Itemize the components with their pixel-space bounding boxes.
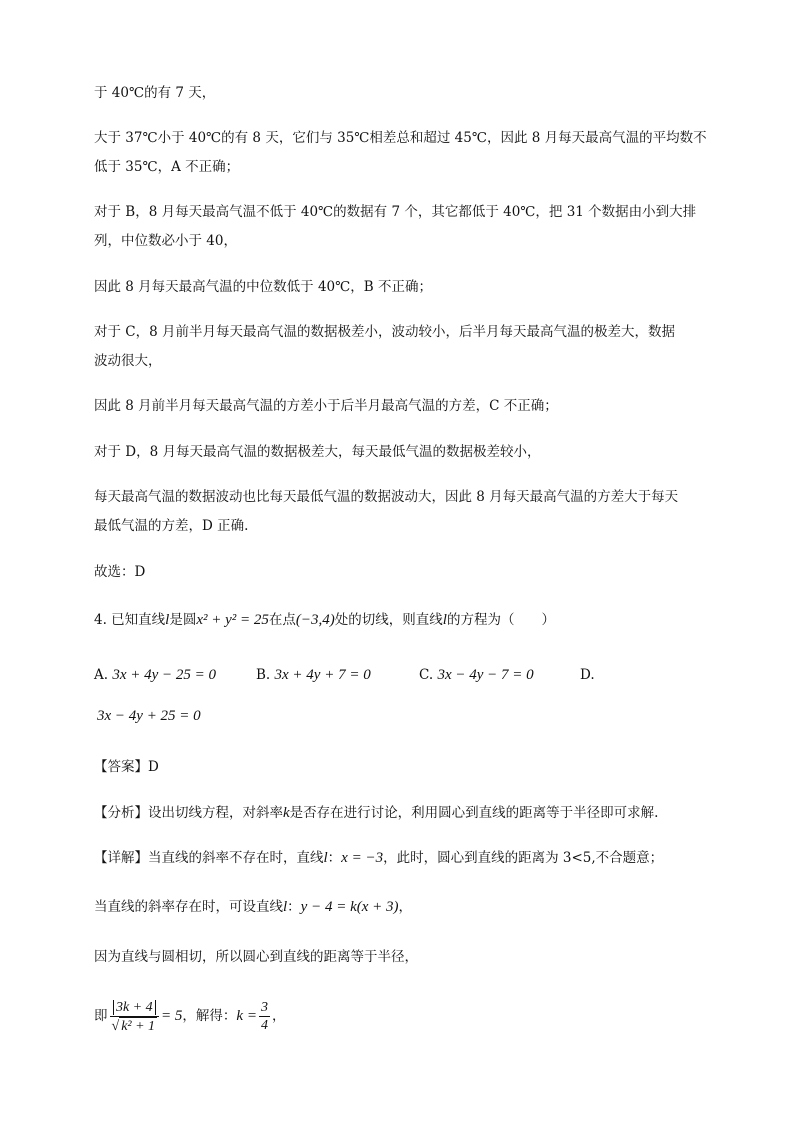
answer-line — [94, 757, 714, 777]
circle-equation: x² + y² = 25 — [196, 612, 269, 628]
tangent-line: 因为直线与圆相切，所以圆心到直线的距离等于半径， — [94, 949, 418, 965]
option-c: C. 3x − 4y − 7 = 0 — [419, 667, 534, 683]
text-line: 大于 37℃小于 40℃的有 8 天，它们与 35℃相差总和超过 45℃，因此 8 月每天最高气温的平均数不 — [94, 130, 707, 146]
option-d-equation: 3x − 4y + 25 = 0 — [97, 708, 201, 724]
question-stem: 4. 已知直线l是圆x² + y² = 25在点(−3,4)处的切线，则直线l的方程为（ ） — [94, 612, 555, 628]
detail-line: 【详解】当直线的斜率不存在时，直线l：x = −3，此时，圆心到直线的距离为 3<5,不合题意； — [94, 850, 664, 866]
option-b: B. 3x + 4y + 7 = 0 — [256, 667, 371, 683]
slope-exists-line: 当直线的斜率存在时，可设直线l：y − 4 = k(x + 3)， — [94, 899, 413, 915]
option-a: A. 3x + 4y − 25 = 0 — [94, 667, 217, 683]
text-line: 每天最高气温的数据波动也比每天最低气温的数据波动大，因此 8 月每天最高气温的方差大于每天 — [94, 489, 679, 505]
solve-line: 即 $\frac{3k + 4}{\text{√ k² + 1}}$ = 5，解得：k = $\frac{3}{4}$ ， — [94, 999, 286, 1034]
text-line: 最低气温的方差，D 正确. — [94, 518, 249, 534]
tangent-point: (−3,4) — [295, 612, 335, 628]
k-fraction: $\frac{3}{4}$ — [260, 1000, 268, 1033]
text-line: 于 40℃的有 7 天， — [94, 85, 216, 101]
option-d: D. — [580, 667, 595, 683]
distance-fraction: $\frac{3k + 4}{\text{√ k² + 1}}$ — [110, 999, 160, 1035]
analysis-line: 【分析】设出切线方程，对斜率k是否存在进行讨论，利用圆心到直线的距离等于半径即可求解. — [94, 805, 659, 821]
text-line: 波动很大， — [94, 353, 162, 369]
text-line: 因此 8 月前半月每天最高气温的方差小于后半月最高气温的方差，C 不正确； — [94, 398, 558, 414]
answer-label: 【答案】 — [94, 759, 148, 775]
text-line: 因此 8 月每天最高气温的中位数低于 40℃，B 不正确； — [94, 279, 432, 295]
analysis-label: 【分析】 — [94, 805, 148, 821]
detail-label: 【详解】 — [94, 850, 148, 866]
text-line: 对于 C，8 月前半月每天最高气温的数据极差小，波动较小，后半月每天最高气温的极差大，数据 — [94, 324, 675, 340]
text-line: 列，中位数必小于 40， — [94, 233, 237, 249]
answer-value: D — [148, 759, 159, 775]
text-line: 低于 35℃，A 不正确； — [94, 159, 240, 175]
text-line: 对于 B，8 月每天最高气温不低于 40℃的数据有 7 个，其它都低于 40℃，把 31 个数据由小到大排 — [94, 204, 697, 220]
text-line: 故选：D — [94, 564, 146, 580]
text-line: 对于 D，8 月每天最高气温的数据极差大，每天最低气温的数据极差较小， — [94, 444, 541, 460]
